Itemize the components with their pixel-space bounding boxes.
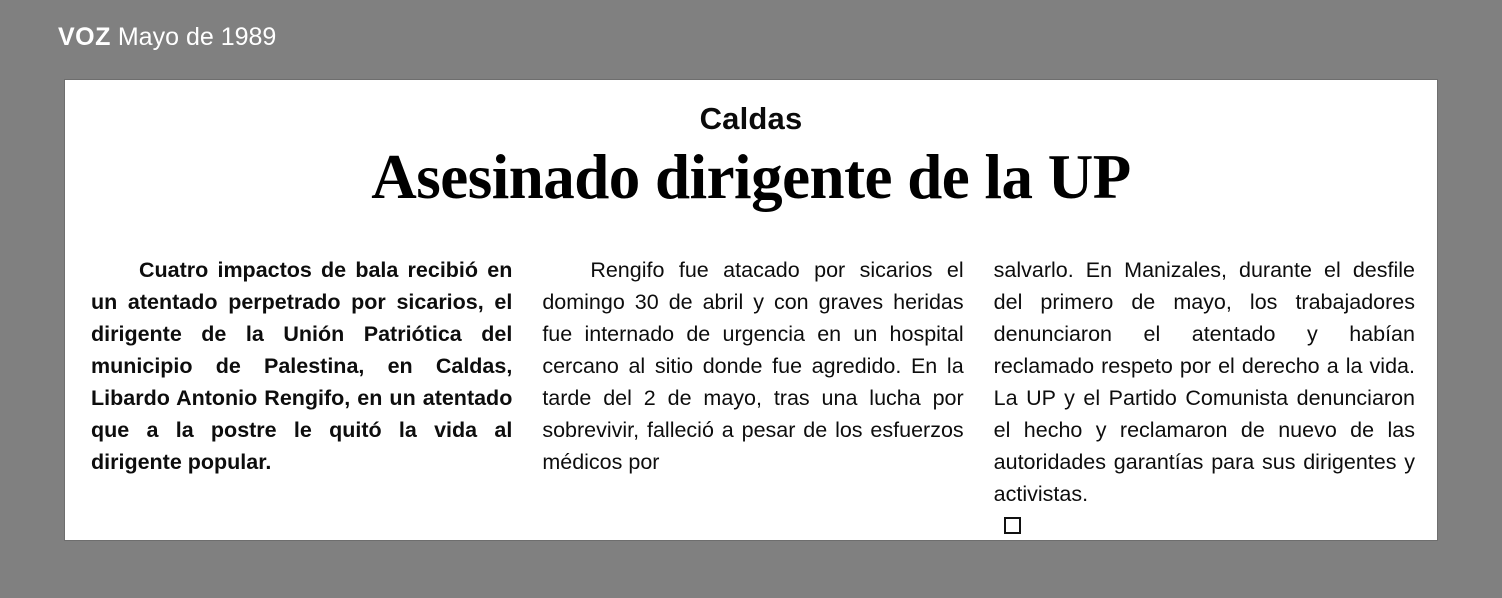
masthead-issue: Mayo de 1989 [117,23,277,51]
article-paragraph: Cuatro impactos de bala recibió en un atentado perpetrado por sicarios, el dirigente de la Unión Patriótica del municipio de Palestina, en Caldas, Libardo Antonio Rengifo, en un atentado que a la postre le quitó la vida al dirigente popular. [91,258,513,475]
newspaper-clipping [65,80,1437,540]
article-kicker: Caldas [699,101,803,136]
end-of-article-mark [1004,517,1021,534]
article-column-2 [542,254,963,542]
article-columns [65,254,1437,542]
article-paragraph: Rengifo fue atacado por sicarios el domingo 30 de abril y con graves heridas fue internado de urgencia en un hospital cercano al sitio donde fue agredido. En la tarde del 2 de mayo, tras una lucha por sobrevivir, falleció a pesar de los esfuerzos médicos por [542,258,964,475]
article-headline: Asesinado dirigente de la UP [371,142,1131,212]
masthead [58,22,276,52]
article-column-1 [91,254,512,542]
article-column-3 [994,254,1415,542]
article-paragraph: salvarlo. En Manizales, durante el desfile del primero de mayo, los trabajadores denunciaron el atentado y habían reclamado respeto por el derecho a la vida. La UP y el Partido Comunista denunciaron el hecho y reclamaron de nuevo de las autoridades garantías para sus dirigentes y activistas. [993,258,1415,507]
masthead-brand: VOZ [58,23,111,51]
